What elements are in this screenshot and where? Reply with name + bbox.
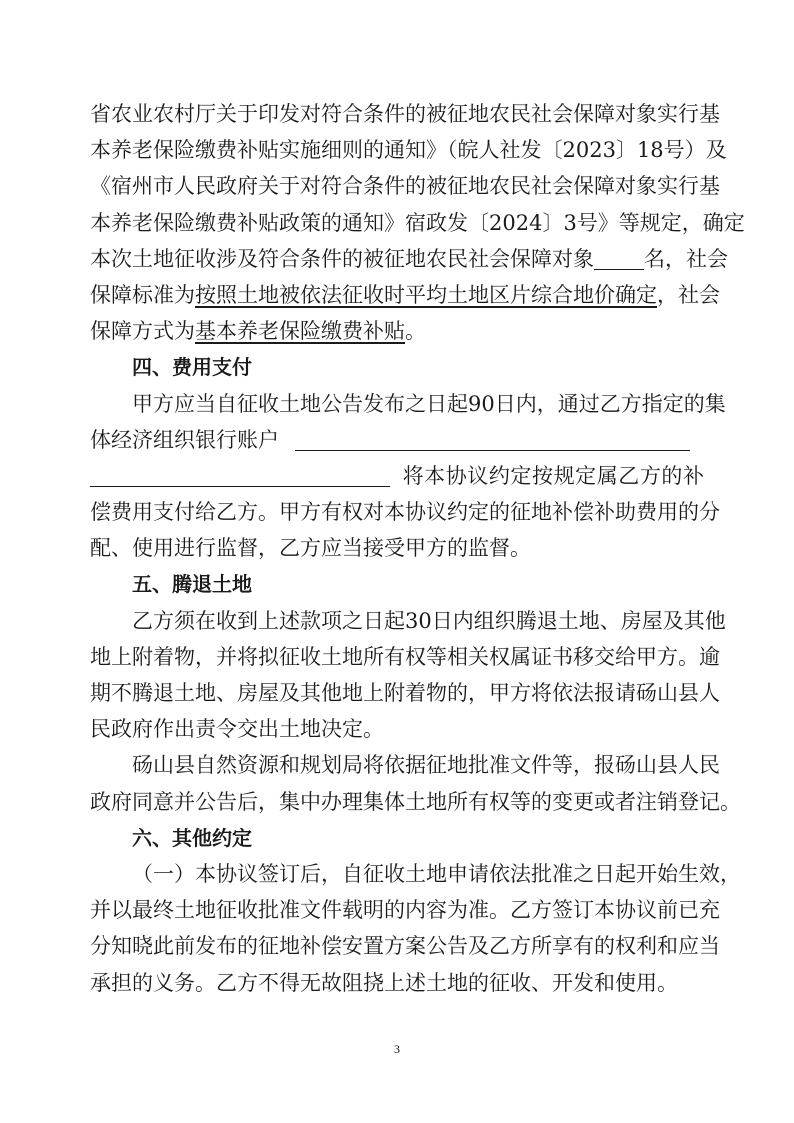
text-line [90,458,704,494]
text-line: 甲方应当自征收土地公告发布之日起90日内，通过乙方指定的集 [132,391,726,416]
text-line: 承担的义务。乙方不得无故阻挠上述土地的征收、开发和使用。 [90,970,678,995]
paragraph-other-terms [90,856,741,1001]
text-line: 分知晓此前发布的征地补偿安置方案公告及乙方所享有的权利和应当 [90,934,720,959]
text-line [90,277,720,313]
text-line: 并以最终土地征收批准文件载明的内容为准。乙方签订本协议前已充 [90,898,720,923]
text-fragment: 体经济组织银行账户 [90,427,279,452]
section-heading-vacate-land: 五、腾退土地 [132,572,252,597]
text-fragment: 保障方式为 [90,319,195,344]
text-fragment: ，社会 [657,282,720,307]
text-fragment: 。 [405,319,426,344]
text-line: （一）本协议签订后，自征收土地申请依法批准之日起开始生效， [132,861,741,886]
bank-account-blank[interactable] [295,428,690,451]
paragraph-legal-basis [90,96,745,349]
text-line: 配、使用进行监督，乙方应当接受甲方的监督。 [90,536,531,561]
text-fragment: 将本协议约定按规定属乙方的补 [402,463,704,488]
text-line: 本养老保险缴费补贴实施细则的通知》（皖人社发〔2023〕18号）及 [90,138,727,163]
text-line: 本养老保险缴费补贴政策的通知》宿政发〔2024〕3号》等规定，确定 [90,210,745,235]
count-blank[interactable] [594,247,644,270]
page-number: 3 [394,1042,400,1056]
text-line [90,422,704,458]
text-line: 民政府作出责令交出土地决定。 [90,717,384,742]
text-fragment: 本次土地征收涉及符合条件的被征地农民社会保障对象 [90,246,594,271]
underlined-method: 基本养老保险缴费补贴 [195,319,405,344]
bank-account-blank-continued[interactable] [90,464,390,487]
text-line: 政府同意并公告后，集中办理集体土地所有权等的变更或者注销登记。 [90,789,741,814]
paragraph-payment [90,386,726,567]
paragraph-registration [90,747,741,819]
section-heading-payment: 四、费用支付 [132,355,252,380]
section-heading-other-terms: 六、其他约定 [132,825,252,850]
text-line [90,241,728,277]
text-line: 《宿州市人民政府关于对符合条件的被征地农民社会保障对象实行基 [90,174,720,199]
document-body [90,96,745,1001]
underlined-standard: 按照土地被依法征收时平均土地区片综合地价确定 [195,282,657,307]
text-line: 期不腾退土地、房屋及其他地上附着物的，甲方将依法报请砀山县人 [90,681,720,705]
text-fragment: 名，社会 [644,246,728,271]
text-fragment: 保障标准为 [90,282,195,307]
text-line: 偿费用支付给乙方。甲方有权对本协议约定的征地补偿补助费用的分 [90,500,720,525]
text-line [90,313,704,349]
text-line: 砀山县自然资源和规划局将依据征地批准文件等，报砀山县人民 [132,753,720,778]
paragraph-vacate-land [90,603,726,748]
text-line: 地上附着物，并将拟征收土地所有权等相关权属证书移交给甲方。逾 [90,644,720,669]
text-line: 省农业农村厅关于印发对符合条件的被征地农民社会保障对象实行基 [90,102,720,126]
text-line: 乙方须在收到上述款项之日起30日内组织腾退土地、房屋及其他 [132,608,726,633]
